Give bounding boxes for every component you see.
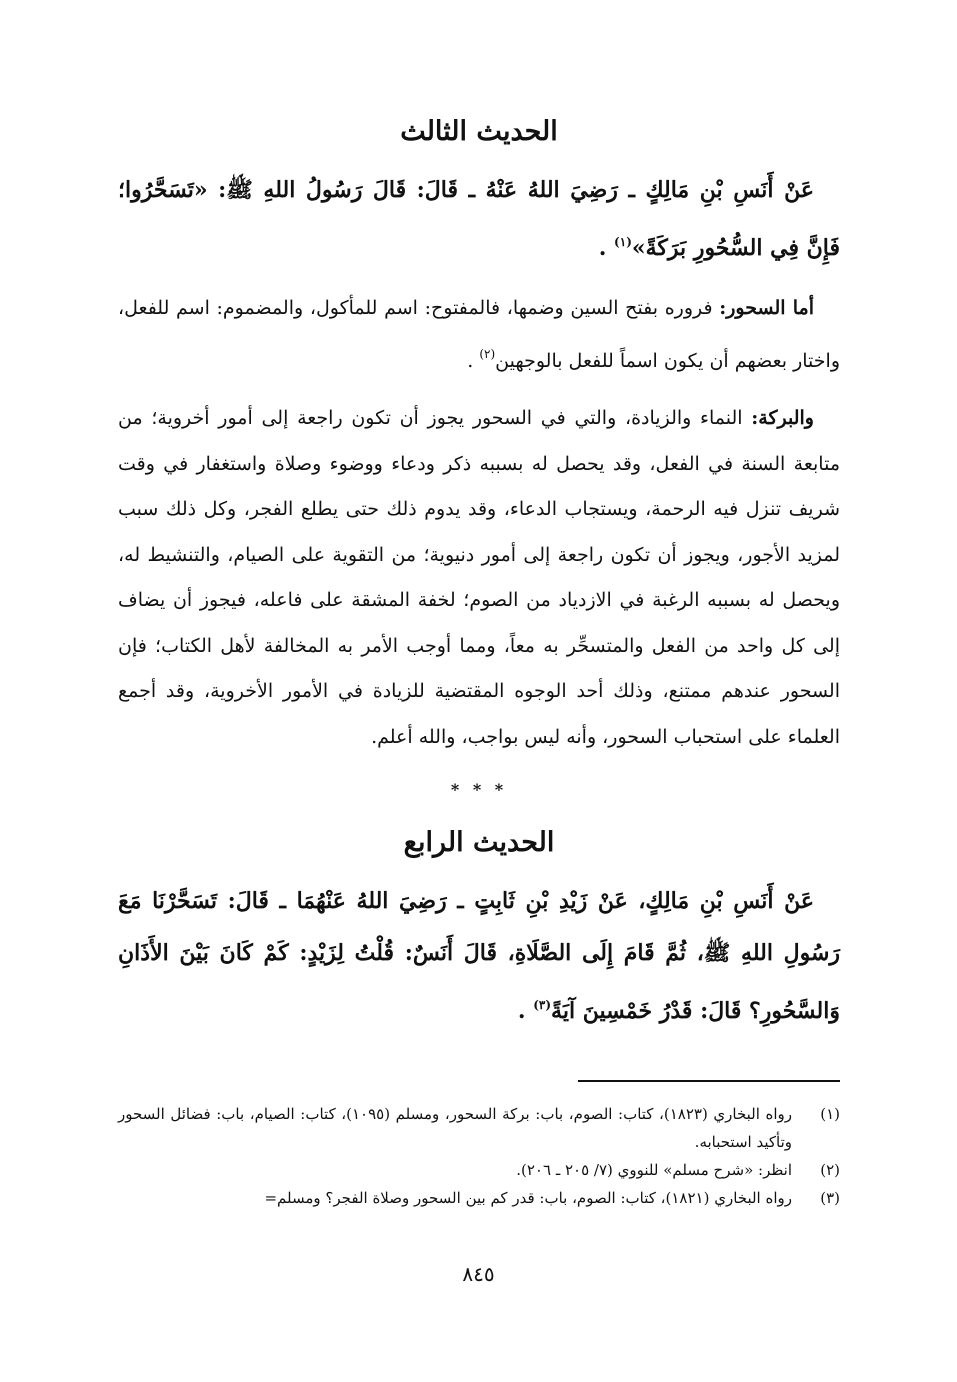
footnote-3 bbox=[118, 1184, 840, 1212]
footnote-number: (٢) bbox=[820, 1161, 840, 1179]
hadith-4-title: الحديث الرابع bbox=[403, 827, 555, 858]
footnote-ref-3[interactable]: (٣) bbox=[533, 998, 552, 1012]
page-number: ٨٤٥ bbox=[462, 1262, 495, 1286]
footnote-number: (٣) bbox=[820, 1189, 840, 1207]
main-text bbox=[118, 110, 840, 1037]
section-separator: * * * bbox=[450, 780, 508, 799]
baraka-paragraph bbox=[118, 396, 840, 760]
hadith-4-body: عَنْ أَنَسِ بْنِ مَالِكٍ، عَنْ زَيْدِ بْنِ ثَابِتٍ ـ رَضِيَ اللهُ عَنْهُمَا ـ قَالَ: تَسَحَّرْنَا مَعَ رَسُولِ اللهِ ﷺ، ثُمَّ قَامَ إِلَى الصَّلَاةِ، قَالَ أَنَسٌ: قُلْتُ لِزَيْدٍ: كَمْ كَانَ بَيْنَ الأَذَانِ وَالسَّحُورِ؟ قَالَ: قَدْرُ خَمْسِينَ آيَةً bbox=[118, 888, 840, 1024]
hadith-3-title: الحديث الثالث bbox=[400, 116, 558, 147]
footnote-number: (١) bbox=[820, 1105, 840, 1123]
baraka-lead: والبركة: bbox=[751, 407, 814, 429]
footnote-text: انظر: «شرح مسلم» للنووي (٧/ ٢٠٥ ـ ٢٠٦). bbox=[516, 1161, 792, 1179]
hadith-4-text: عَنْ أَنَسِ بْنِ مَالِكٍ، عَنْ زَيْدِ بْنِ ثَابِتٍ ـ رَضِيَ اللهُ عَنْهُمَا ـ قَالَ: تَسَحَّرْنَا مَعَ رَسُولِ اللهِ ﷺ، ثُمَّ قَامَ إِلَى الصَّلَاةِ، قَالَ أَنَسٌ: قُلْتُ لِزَيْدٍ: كَمْ كَانَ بَيْنَ الأَذَانِ وَالسَّحُورِ؟ قَالَ: قَدْرُ خَمْسِينَ آيَةً$^{(٣)}$ . bbox=[118, 888, 840, 1024]
footnote-2 bbox=[118, 1156, 840, 1184]
footnote-divider bbox=[578, 1080, 840, 1082]
sahur-lead: أما السحور: bbox=[719, 297, 814, 319]
sahur-paragraph: أما السحور: فروره بفتح السين وضمها، فالمفتوح: اسم للمأكول، والمضموم: اسم للفعل، واختار بعضهم أن يكون اسماً للفعل بالوجهين$^{(٢)}$ . bbox=[118, 297, 840, 372]
hadith-3-body: عَنْ أَنَسِ بْنِ مَالِكٍ ـ رَضِيَ اللهُ عَنْهُ ـ قَالَ: قَالَ رَسُولُ اللهِ ﷺ: «تَسَحَّرُوا؛ فَإِنَّ فِي السُّحُورِ بَرَكَةً» bbox=[118, 177, 840, 261]
footnotes bbox=[118, 1100, 840, 1212]
footnote-ref-1[interactable]: (١) bbox=[614, 235, 632, 249]
footnote-text: رواه البخاري (١٨٢٣)، كتاب: الصوم، باب: بركة السحور، ومسلم (١٠٩٥)، كتاب: الصيام، باب: فضائل السحور وتأكيد استحبابه. bbox=[118, 1105, 792, 1151]
sahur-body: فروره بفتح السين وضمها، فالمفتوح: اسم للمأكول، والمضموم: اسم للفعل، واختار بعضهم أن يكون اسماً للفعل بالوجهين bbox=[118, 297, 840, 372]
footnote-ref-2[interactable]: (٢) bbox=[479, 346, 496, 361]
footnote-text: رواه البخاري (١٨٢١)، كتاب: الصوم، باب: قدر كم بين السحور وصلاة الفجر؟ ومسلم= bbox=[264, 1189, 792, 1207]
footnote-1 bbox=[118, 1100, 840, 1156]
baraka-body: النماء والزيادة، والتي في السحور يجوز أن تكون راجعة إلى أمور أخروية؛ من متابعة السنة في الفعل، وقد يحصل له بسببه ذكر ودعاء ووضوء وصلاة واستغفار في وقت شريف تنزل فيه الرحمة، ويستجاب الدعاء، وقد يدوم ذلك حتى يطلع الفجر، وكل ذلك سبب لمزيد الأجور، ويجوز أن تكون راجعة إلى أمور دنيوية؛ من التقوية على الصيام، والتنشيط له، ويحصل له بسببه الرغبة في الازدياد من الصوم؛ لخفة المشقة على فاعله، فيجوز أن يضاف إلى كل واحد من الفعل والمتسحِّر به معاً، ومما أوجب الأمر به المخالفة لأهل الكتاب؛ فإن السحور عندهم ممتنع، وذلك أحد الوجوه المقتضية للزيادة في الأمور الأخروية، وقد أجمع العلماء على استحباب السحور، وأنه ليس بواجب، والله أعلم. bbox=[118, 407, 840, 748]
hadith-3-text: عَنْ أَنَسِ بْنِ مَالِكٍ ـ رَضِيَ اللهُ عَنْهُ ـ قَالَ: قَالَ رَسُولُ اللهِ ﷺ: «تَسَحَّرُوا؛ فَإِنَّ فِي السُّحُورِ بَرَكَةً»$^{(١)}$ . bbox=[118, 177, 840, 261]
